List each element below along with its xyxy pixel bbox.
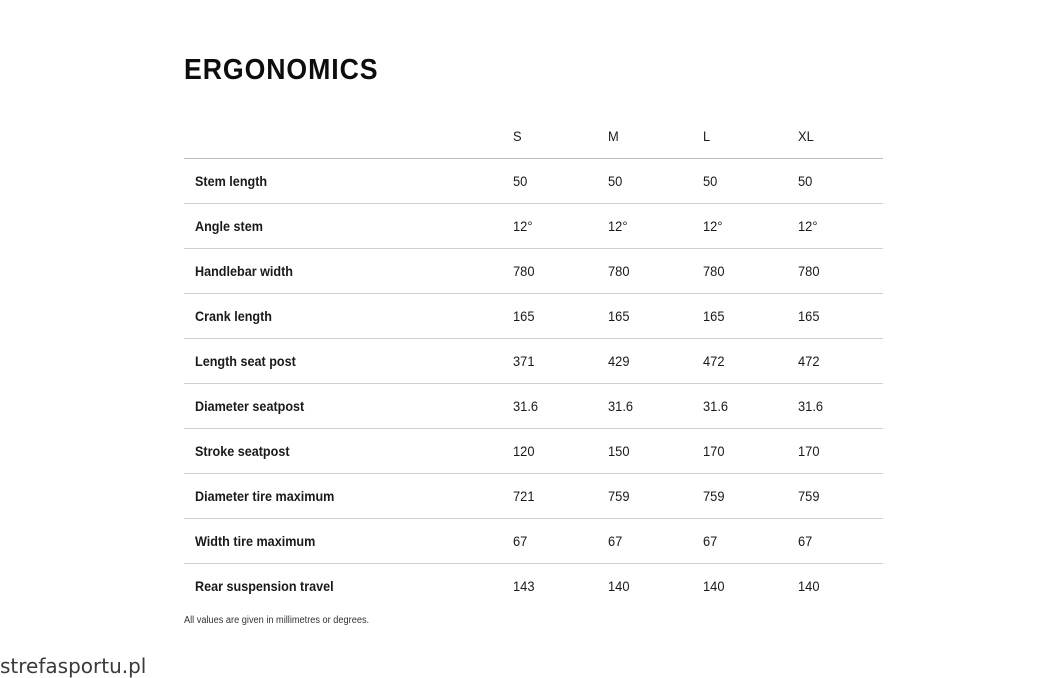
row-label: Stroke seatpost xyxy=(195,443,290,459)
watermark-text: strefasportu.pl xyxy=(0,654,147,678)
row-label: Width tire maximum xyxy=(195,533,316,549)
cell-value: 31.6 xyxy=(703,398,729,414)
cell-value: 472 xyxy=(798,353,820,369)
column-header-xl: XL xyxy=(798,128,814,144)
table-header-row xyxy=(184,114,883,159)
cell-value: 67 xyxy=(703,533,718,549)
table-row xyxy=(184,564,883,608)
ergonomics-table xyxy=(184,114,883,608)
table-row xyxy=(184,294,883,339)
cell-value: 721 xyxy=(513,488,535,504)
cell-value: 472 xyxy=(703,353,725,369)
cell-value: 12° xyxy=(608,218,628,234)
cell-value: 150 xyxy=(608,443,630,459)
cell-value: 12° xyxy=(513,218,533,234)
row-label: Length seat post xyxy=(195,353,296,369)
cell-value: 759 xyxy=(608,488,630,504)
row-label: Diameter seatpost xyxy=(195,398,305,414)
cell-value: 429 xyxy=(608,353,630,369)
table-row xyxy=(184,204,883,249)
table-row xyxy=(184,159,883,204)
row-label: Angle stem xyxy=(195,218,263,234)
cell-value: 759 xyxy=(703,488,725,504)
cell-value: 140 xyxy=(608,578,630,594)
table-row xyxy=(184,384,883,429)
table-row xyxy=(184,339,883,384)
cell-value: 170 xyxy=(703,443,725,459)
row-label: Handlebar width xyxy=(195,263,294,279)
cell-value: 50 xyxy=(513,173,528,189)
table-row xyxy=(184,429,883,474)
column-header-s: S xyxy=(513,128,522,144)
row-label: Crank length xyxy=(195,308,273,324)
cell-value: 31.6 xyxy=(513,398,539,414)
cell-value: 67 xyxy=(798,533,813,549)
cell-value: 50 xyxy=(798,173,813,189)
cell-value: 140 xyxy=(798,578,820,594)
cell-value: 50 xyxy=(703,173,718,189)
cell-value: 780 xyxy=(513,263,535,279)
cell-value: 50 xyxy=(608,173,623,189)
cell-value: 759 xyxy=(798,488,820,504)
cell-value: 120 xyxy=(513,443,535,459)
row-label: Stem length xyxy=(195,173,268,189)
row-label: Rear suspension travel xyxy=(195,578,334,594)
column-header-m: M xyxy=(608,128,619,144)
cell-value: 143 xyxy=(513,578,535,594)
cell-value: 780 xyxy=(798,263,820,279)
cell-value: 140 xyxy=(703,578,725,594)
cell-value: 31.6 xyxy=(798,398,824,414)
cell-value: 31.6 xyxy=(608,398,634,414)
cell-value: 780 xyxy=(608,263,630,279)
cell-value: 165 xyxy=(608,308,630,324)
cell-value: 12° xyxy=(703,218,723,234)
cell-value: 165 xyxy=(513,308,535,324)
cell-value: 67 xyxy=(608,533,623,549)
page-title: ERGONOMICS xyxy=(184,54,379,86)
cell-value: 165 xyxy=(798,308,820,324)
cell-value: 165 xyxy=(703,308,725,324)
table-row xyxy=(184,249,883,294)
table-row xyxy=(184,519,883,564)
cell-value: 780 xyxy=(703,263,725,279)
cell-value: 67 xyxy=(513,533,528,549)
row-label: Diameter tire maximum xyxy=(195,488,335,504)
units-footnote: All values are given in millimetres or degrees. xyxy=(184,615,370,626)
cell-value: 170 xyxy=(798,443,820,459)
table-row xyxy=(184,474,883,519)
column-header-l: L xyxy=(703,128,711,144)
cell-value: 371 xyxy=(513,353,535,369)
cell-value: 12° xyxy=(798,218,818,234)
